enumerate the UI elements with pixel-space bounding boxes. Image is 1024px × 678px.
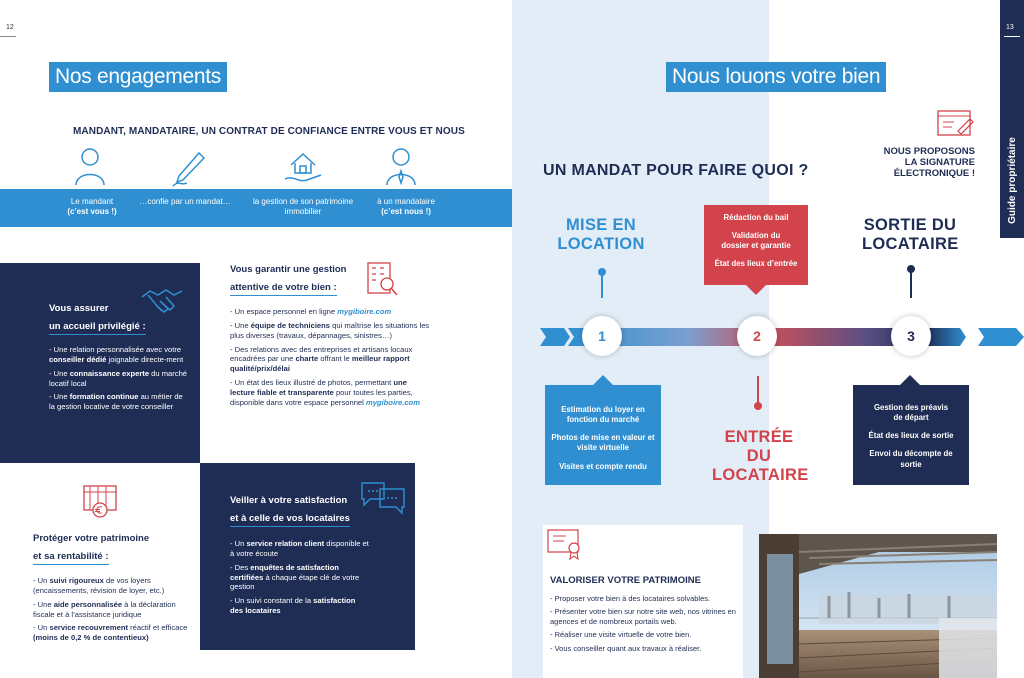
list-item: - Réaliser une visite virtuelle de votre bien. — [550, 630, 692, 640]
patrimoine-title-line1: Protéger votre patrimoine — [33, 533, 150, 544]
step2-item: Validation du dossier et garantie — [721, 231, 791, 251]
patrimoine-title — [33, 530, 149, 566]
step2-card-pointer — [746, 285, 766, 295]
step3-item: Gestion des préavis de départ — [873, 403, 949, 423]
step3-title-line1: SORTIE DU — [863, 216, 957, 234]
step1-stem — [601, 274, 603, 298]
step2-title — [712, 428, 809, 485]
step1-title — [556, 216, 646, 254]
side-tab-label-wrap — [1000, 130, 1024, 230]
step3-stem — [910, 271, 912, 298]
band-item-subtext: (c’est vous !) — [67, 207, 117, 217]
band-item-mandant — [58, 197, 126, 218]
step3-item: Envoi du décompte de sortie — [869, 449, 953, 469]
e-signature-icon — [936, 109, 976, 139]
list-item: - Un service recouvrement réactif et efficace (moins de 0,2 % de contentieux) — [33, 623, 188, 643]
gestion-title-line2: attentive de votre bien : — [230, 282, 337, 296]
step2-card — [704, 205, 808, 285]
signature-line: ÉLECTRONIQUE ! — [893, 167, 975, 179]
band-item-subtext: immobilier — [284, 207, 322, 217]
list-item: - Des enquêtes de satisfaction certifiées à chaque étape clé de votre gestion — [230, 562, 360, 592]
step1-title-line2: LOCATION — [557, 234, 645, 253]
list-item: - Un suivi constant de la satisfaction des locataires — [230, 596, 356, 616]
satisfaction-list — [230, 539, 370, 620]
step2-dot — [754, 402, 762, 410]
page-number-left: 12 — [6, 24, 14, 31]
patrimoine-list — [33, 576, 193, 647]
building-euro-icon — [80, 480, 120, 520]
band-item-text: à un mandataire — [377, 197, 435, 206]
band-item-gestion — [247, 197, 359, 218]
mygiboire-link[interactable]: mygiboire.com — [365, 397, 420, 407]
list-item: - Un état des lieux illustré de photos, permettant une lecture fiable et transparente pour toutes les parties, disponible dans votre espace personnel mygiboire.com — [230, 378, 420, 407]
band-item-subtext: (c’est nous !) — [381, 207, 431, 217]
chat-bubbles-icon — [360, 477, 406, 515]
list-item: - Une connaissance experte du marché locatif local — [49, 368, 188, 388]
step1-item: Photos de mise en valeur et visite virtuelle — [551, 433, 655, 453]
step1-item: Estimation du loyer en fonction du marché — [561, 405, 645, 425]
valoriser-title: VALORISER VOTRE PATRIMOINE — [550, 575, 701, 586]
band-item-text: la gestion de son patrimoine — [252, 197, 354, 206]
person-icon — [73, 147, 107, 187]
step3-item: État des lieux de sortie — [868, 431, 954, 441]
signature-text — [868, 147, 975, 180]
businessman-icon — [384, 147, 418, 187]
patrimoine-title-line2: et sa rentabilité : — [33, 551, 109, 565]
accueil-title-line1: Vous assurer — [49, 303, 109, 314]
building-search-icon — [365, 260, 399, 298]
valoriser-list — [550, 594, 740, 657]
list-item: - Un service relation client disponible et à votre écoute — [230, 539, 369, 558]
gestion-list — [230, 307, 430, 412]
signature-line: NOUS PROPOSONS — [883, 146, 975, 157]
page-title-left: Nos engagements — [49, 62, 227, 92]
list-item: - Une formation continue au métier de la gestion locative de votre conseiller — [49, 392, 183, 412]
step2-number: 2 — [737, 316, 777, 356]
handshake-icon — [140, 285, 184, 319]
list-item: - Vous conseiller quant aux travaux à réaliser. — [550, 643, 702, 653]
step3-title-line2: LOCATAIRE — [862, 234, 959, 253]
list-item: - Un suivi rigoureux de vos loyers (encaissements, révision de loyer, etc.) — [33, 576, 165, 595]
mandat-question: UN MANDAT POUR FAIRE QUOI ? — [543, 162, 809, 179]
band-item-text: …confie par un mandat… — [139, 197, 231, 206]
accueil-list — [49, 345, 189, 416]
list-item: - Une équipe de techniciens qui maîtrise les situations les plus diverses (travaux, dépannages, sinistres…) — [230, 320, 430, 340]
pen-icon — [171, 150, 205, 188]
list-item: - Des relations avec des entreprises et artisans locaux encadrées par une charte offrant le meilleur rapport qualité/prix/délai — [230, 344, 413, 374]
gestion-title-line1: Vous garantir une gestion — [230, 264, 347, 275]
band-item-mandataire — [366, 197, 446, 218]
step1-item: Visites et compte rendu — [559, 461, 647, 471]
mygiboire-link[interactable]: mygiboire.com — [337, 307, 392, 316]
step1-card — [545, 385, 661, 485]
page-number-rule — [0, 36, 16, 37]
satisfaction-title-line1: Veiller à votre satisfaction — [230, 495, 348, 506]
list-item: - Une aide personnalisée à la déclaration fiscale et à l’assistance juridique — [33, 599, 176, 619]
certificate-icon — [546, 528, 586, 560]
step2-item: Rédaction du bail — [723, 213, 789, 222]
page-number-rule — [1004, 36, 1020, 37]
satisfaction-title-line2: et à celle de vos locataires — [230, 513, 350, 527]
accueil-title — [49, 300, 146, 336]
step2-title-line2: LOCATAIRE — [712, 465, 809, 484]
step2-item: État des lieux d’entrée — [714, 259, 798, 269]
terrace-photo — [759, 534, 997, 678]
step3-number: 3 — [891, 316, 931, 356]
list-item: - Un espace personnel en ligne mygiboire.com — [230, 307, 392, 316]
band-item-text: Le mandant — [70, 197, 114, 206]
step3-card — [853, 385, 969, 485]
step1-card-pointer — [593, 375, 613, 385]
signature-line: LA SIGNATURE — [904, 156, 975, 168]
band-item-confie — [130, 197, 240, 207]
side-tab-label: Guide propriétaire — [1006, 136, 1018, 224]
step1-title-line1: MISE EN — [566, 216, 636, 234]
list-item: - Une relation personnalisée avec votre conseiller dédié joignable directe-ment — [49, 345, 184, 364]
accueil-title-line2: un accueil privilégié : — [49, 321, 146, 335]
step1-number: 1 — [582, 316, 622, 356]
step3-card-pointer — [900, 375, 920, 385]
step3-title — [862, 216, 958, 254]
step2-title-line1: ENTRÉE DU — [724, 428, 794, 465]
house-hand-icon — [283, 147, 323, 187]
list-item: - Proposer votre bien à des locataires solvables. — [550, 594, 711, 603]
page-number-right: 13 — [1006, 24, 1014, 31]
mandant-heading: MANDANT, MANDATAIRE, UN CONTRAT DE CONFIANCE ENTRE VOUS ET NOUS — [73, 126, 465, 137]
satisfaction-title — [230, 492, 350, 528]
page-title-right: Nous louons votre bien — [666, 62, 886, 92]
list-item: - Présenter votre bien sur notre site web, nos vitrines en agences et de nombreux portails web. — [550, 607, 736, 627]
gestion-title — [230, 261, 346, 297]
